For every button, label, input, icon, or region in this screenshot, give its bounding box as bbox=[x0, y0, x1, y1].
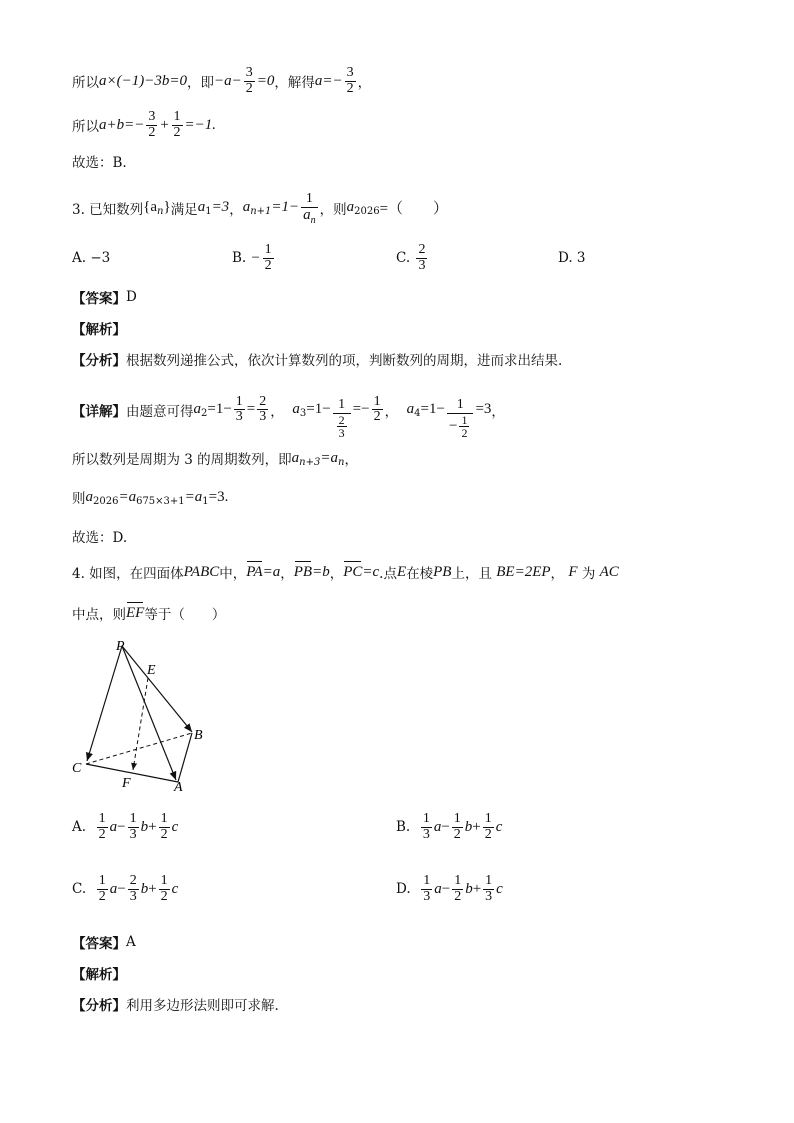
math: − bbox=[117, 818, 126, 835]
subscript: 2026 bbox=[93, 495, 119, 507]
math: =c bbox=[362, 563, 380, 580]
text: ， bbox=[491, 403, 505, 420]
text: ， bbox=[357, 75, 372, 92]
vector-pc: PC bbox=[343, 563, 363, 580]
subscript: 1 bbox=[202, 495, 209, 507]
fraction bbox=[128, 874, 139, 904]
fraction bbox=[128, 812, 139, 842]
question-4-continued bbox=[72, 603, 225, 623]
fraction bbox=[452, 874, 463, 904]
math: =0 bbox=[256, 72, 275, 89]
fraction bbox=[244, 66, 255, 96]
numerator: 1 bbox=[160, 811, 168, 826]
math: c bbox=[496, 880, 503, 897]
math: =a bbox=[320, 449, 338, 466]
text: 上，且 bbox=[451, 566, 492, 582]
text: 4. 如图，在四面体 bbox=[72, 566, 184, 582]
denominator: 2 bbox=[484, 826, 492, 842]
question-3 bbox=[72, 191, 449, 226]
denominator: 3 bbox=[129, 826, 137, 842]
math: a bbox=[197, 199, 206, 216]
subscript: 3 bbox=[299, 408, 307, 420]
fraction bbox=[416, 243, 427, 273]
denominator: 3 bbox=[129, 888, 137, 904]
fraction bbox=[447, 398, 473, 440]
text: ， bbox=[280, 566, 294, 582]
math: =（ ） bbox=[379, 201, 449, 218]
fraction bbox=[372, 395, 383, 425]
subscript: 2026 bbox=[354, 206, 380, 218]
text: 中点，则 bbox=[72, 607, 126, 623]
answer-value: A bbox=[126, 934, 136, 950]
math: c bbox=[171, 880, 179, 897]
math: a bbox=[242, 199, 251, 216]
math: + bbox=[148, 818, 157, 835]
text: 所以 bbox=[72, 75, 99, 92]
detail-line bbox=[72, 380, 505, 440]
math: a bbox=[292, 401, 300, 418]
detail-label: 【详解】 bbox=[72, 403, 126, 420]
math: a=− bbox=[314, 72, 343, 89]
math: =3 bbox=[475, 401, 492, 418]
analysis-label: 【分析】 bbox=[72, 353, 126, 369]
text: ，解得 bbox=[274, 75, 315, 92]
fraction bbox=[257, 395, 268, 425]
denominator: 2 bbox=[98, 888, 106, 904]
solution-line-1 bbox=[72, 66, 371, 96]
math: b bbox=[140, 818, 149, 835]
fraction bbox=[345, 66, 356, 96]
option-b[interactable] bbox=[396, 812, 502, 842]
math: + bbox=[148, 880, 157, 897]
answer-label: 【答案】 bbox=[72, 291, 126, 307]
math: =1− bbox=[306, 401, 331, 418]
numerator: 1 bbox=[454, 873, 462, 888]
label-p: P bbox=[116, 639, 125, 654]
denominator: 2 bbox=[346, 80, 354, 96]
analysis-heading: 【解析】 bbox=[72, 322, 126, 338]
fraction bbox=[452, 812, 463, 842]
denominator: 3 bbox=[235, 409, 243, 425]
text: 为 bbox=[581, 566, 596, 582]
answer-choice-line: 故选：B. bbox=[72, 155, 127, 171]
numerator: 1 bbox=[423, 873, 431, 888]
denominator: 3 bbox=[485, 888, 493, 904]
text: 在棱 bbox=[406, 566, 434, 582]
edge-pc bbox=[87, 646, 122, 761]
math: a bbox=[406, 401, 415, 418]
text: ， bbox=[344, 452, 358, 468]
edge-ca bbox=[86, 764, 178, 782]
fraction bbox=[97, 812, 108, 842]
denominator: 2 bbox=[461, 426, 468, 441]
denominator bbox=[333, 413, 351, 440]
math: {a bbox=[143, 199, 158, 216]
result-line bbox=[72, 487, 228, 507]
fraction bbox=[421, 812, 432, 842]
denominator: 2 bbox=[453, 826, 461, 842]
math: − bbox=[250, 249, 261, 266]
subscript: n bbox=[310, 214, 316, 226]
denominator: 2 bbox=[454, 888, 462, 904]
numerator: 1 bbox=[456, 397, 464, 412]
numerator: 1 bbox=[305, 191, 313, 206]
question-4 bbox=[72, 562, 619, 582]
text: ， bbox=[550, 566, 565, 582]
math: a bbox=[291, 449, 300, 466]
denominator: 2 bbox=[160, 888, 168, 904]
subscript: 675×3+1 bbox=[136, 495, 185, 507]
subscript: 1 bbox=[205, 206, 212, 218]
tetrahedron-figure bbox=[72, 636, 222, 796]
fraction bbox=[483, 812, 494, 842]
text: ，则 bbox=[319, 201, 347, 218]
fraction bbox=[159, 874, 170, 904]
math: + bbox=[159, 116, 170, 133]
option-c[interactable] bbox=[72, 874, 178, 904]
option-c[interactable] bbox=[396, 243, 429, 273]
math: c bbox=[495, 818, 503, 835]
option-d[interactable] bbox=[396, 874, 503, 904]
subscript: n bbox=[337, 456, 345, 468]
math: a bbox=[433, 818, 442, 835]
answer-label: 【答案】 bbox=[72, 936, 126, 952]
math: =a bbox=[118, 488, 137, 505]
edge-cb bbox=[86, 733, 192, 764]
math: a+b=− bbox=[99, 116, 145, 133]
math: =3. bbox=[208, 488, 229, 505]
text: 中， bbox=[219, 566, 247, 582]
math: =−1. bbox=[184, 116, 216, 133]
numerator: 1 bbox=[98, 873, 106, 888]
numerator: 1 bbox=[173, 109, 181, 124]
numerator: 1 bbox=[422, 811, 430, 826]
fraction bbox=[421, 874, 432, 904]
math: a bbox=[193, 401, 201, 418]
subscript: n+1 bbox=[250, 206, 272, 218]
math: PABC bbox=[183, 563, 220, 580]
option-label: C. bbox=[72, 881, 87, 898]
math: a bbox=[109, 818, 118, 835]
fraction bbox=[459, 414, 469, 440]
option-a[interactable]: A. −3 bbox=[72, 250, 111, 266]
math: PB bbox=[433, 563, 452, 580]
numerator: 1 bbox=[484, 811, 492, 826]
fraction bbox=[301, 191, 318, 226]
text: .点 bbox=[379, 566, 397, 582]
math: } bbox=[163, 199, 171, 216]
denominator: 3 bbox=[418, 257, 426, 273]
numerator: 2 bbox=[129, 873, 137, 888]
answer-line bbox=[72, 287, 137, 307]
denominator: 3 bbox=[259, 409, 267, 425]
math: =3 bbox=[211, 199, 230, 216]
math: −a− bbox=[213, 72, 242, 89]
fraction bbox=[263, 243, 274, 273]
fraction bbox=[146, 110, 157, 140]
text: ， bbox=[229, 201, 243, 218]
edge-ab bbox=[178, 733, 192, 782]
text: ， bbox=[384, 403, 399, 420]
answer-choice-line: 故选：D. bbox=[72, 530, 128, 546]
text: 所以 bbox=[72, 119, 99, 136]
text: 所以数列是周期为 3 的周期数列，即 bbox=[72, 452, 292, 468]
numerator: 2 bbox=[418, 242, 426, 257]
denominator: 3 bbox=[423, 888, 431, 904]
numerator: 3 bbox=[346, 65, 354, 80]
math: c bbox=[171, 818, 179, 835]
fraction bbox=[97, 874, 108, 904]
math: b bbox=[140, 880, 149, 897]
text: 由题意可得 bbox=[126, 403, 194, 420]
vector-pb: PB bbox=[293, 563, 313, 580]
math: =1− bbox=[420, 401, 445, 418]
math: b bbox=[464, 818, 473, 835]
option-label: B. bbox=[232, 250, 247, 267]
numerator: 1 bbox=[98, 811, 106, 826]
text: 等于（ ） bbox=[144, 607, 226, 623]
fraction bbox=[333, 398, 351, 440]
denominator: 2 bbox=[148, 124, 156, 140]
analysis-heading: 【解析】 bbox=[72, 967, 126, 983]
vector-pa: PA bbox=[246, 563, 263, 580]
math: E bbox=[396, 563, 407, 580]
math: =a bbox=[262, 563, 281, 580]
numerator: 3 bbox=[245, 65, 253, 80]
subscript: 4 bbox=[414, 408, 421, 420]
numerator: 3 bbox=[148, 109, 156, 124]
text: 满足 bbox=[170, 201, 198, 218]
period-line bbox=[72, 448, 358, 468]
fraction bbox=[159, 812, 170, 842]
math: a bbox=[346, 199, 355, 216]
option-b[interactable] bbox=[232, 243, 276, 273]
math: + bbox=[472, 880, 482, 897]
option-label: B. bbox=[396, 819, 411, 836]
math: − bbox=[441, 880, 451, 897]
math: F bbox=[568, 563, 578, 580]
fraction bbox=[234, 395, 245, 425]
math: a bbox=[85, 488, 93, 505]
vector-ef: EF bbox=[126, 604, 145, 621]
math: a bbox=[109, 880, 118, 897]
analysis-label: 【分析】 bbox=[72, 998, 126, 1014]
math: BE=2EP bbox=[496, 563, 551, 580]
math: =b bbox=[312, 563, 330, 580]
denominator: 2 bbox=[98, 826, 106, 842]
label-a: A bbox=[174, 780, 183, 795]
denominator: 3 bbox=[422, 826, 430, 842]
fraction bbox=[337, 414, 347, 440]
denominator bbox=[447, 413, 473, 440]
math: + bbox=[472, 818, 481, 835]
denominator: 2 bbox=[264, 257, 272, 273]
option-d[interactable]: D. 3 bbox=[558, 250, 586, 266]
label-e: E bbox=[147, 663, 156, 678]
math: − bbox=[448, 417, 458, 434]
math: − bbox=[441, 818, 450, 835]
subscript: n+3 bbox=[299, 456, 321, 468]
numerator: 1 bbox=[160, 873, 168, 888]
numerator: 2 bbox=[338, 412, 345, 427]
subscript: n bbox=[157, 206, 164, 218]
answer-line bbox=[72, 932, 136, 952]
subscript: 2 bbox=[201, 408, 208, 420]
option-a[interactable] bbox=[72, 812, 178, 842]
solution-line-2 bbox=[72, 110, 216, 140]
denominator: 2 bbox=[160, 826, 168, 842]
option-label: A. bbox=[72, 819, 87, 836]
text: 则 bbox=[72, 491, 86, 507]
text: 根据数列递推公式，依次计算数列的项，判断数列的周期，进而求出结果. bbox=[126, 353, 563, 369]
math: =1− bbox=[271, 199, 300, 216]
analysis-line bbox=[72, 994, 279, 1014]
math: a bbox=[303, 206, 311, 223]
option-label: C. bbox=[396, 250, 411, 267]
denominator bbox=[301, 207, 318, 224]
text: ， bbox=[270, 403, 284, 420]
denominator: 3 bbox=[338, 426, 345, 441]
denominator: 2 bbox=[245, 80, 253, 96]
math: =1− bbox=[207, 401, 232, 418]
math: a bbox=[434, 880, 442, 897]
numerator: 1 bbox=[338, 397, 346, 412]
denominator: 2 bbox=[373, 409, 381, 425]
text: ， bbox=[329, 566, 344, 582]
math: = bbox=[246, 401, 256, 418]
text: 3. 已知数列 bbox=[72, 201, 144, 218]
text: 利用多边形法则即可求解. bbox=[126, 998, 279, 1014]
answer-value: D bbox=[126, 289, 137, 305]
numerator: 1 bbox=[264, 242, 272, 257]
math: AC bbox=[599, 563, 619, 580]
numerator: 1 bbox=[453, 811, 461, 826]
analysis-line bbox=[72, 349, 562, 369]
numerator: 1 bbox=[235, 393, 243, 409]
math: − bbox=[117, 880, 126, 897]
fraction bbox=[172, 110, 183, 140]
math: =a bbox=[184, 488, 203, 505]
numerator: 2 bbox=[259, 393, 267, 409]
label-b: B bbox=[194, 728, 203, 743]
option-label: D. bbox=[396, 881, 411, 898]
numerator: 1 bbox=[461, 412, 468, 427]
fraction bbox=[483, 874, 494, 904]
text: ，即 bbox=[186, 75, 214, 92]
edge-pb bbox=[122, 646, 192, 732]
math: a×(−1)−3b=0 bbox=[99, 72, 187, 89]
numerator: 1 bbox=[485, 873, 493, 888]
denominator: 2 bbox=[173, 124, 181, 140]
math: b bbox=[465, 880, 473, 897]
numerator: 1 bbox=[373, 393, 381, 409]
numerator: 1 bbox=[129, 811, 137, 826]
label-c: C bbox=[72, 761, 82, 776]
label-f: F bbox=[122, 776, 131, 791]
math: =− bbox=[352, 401, 370, 418]
